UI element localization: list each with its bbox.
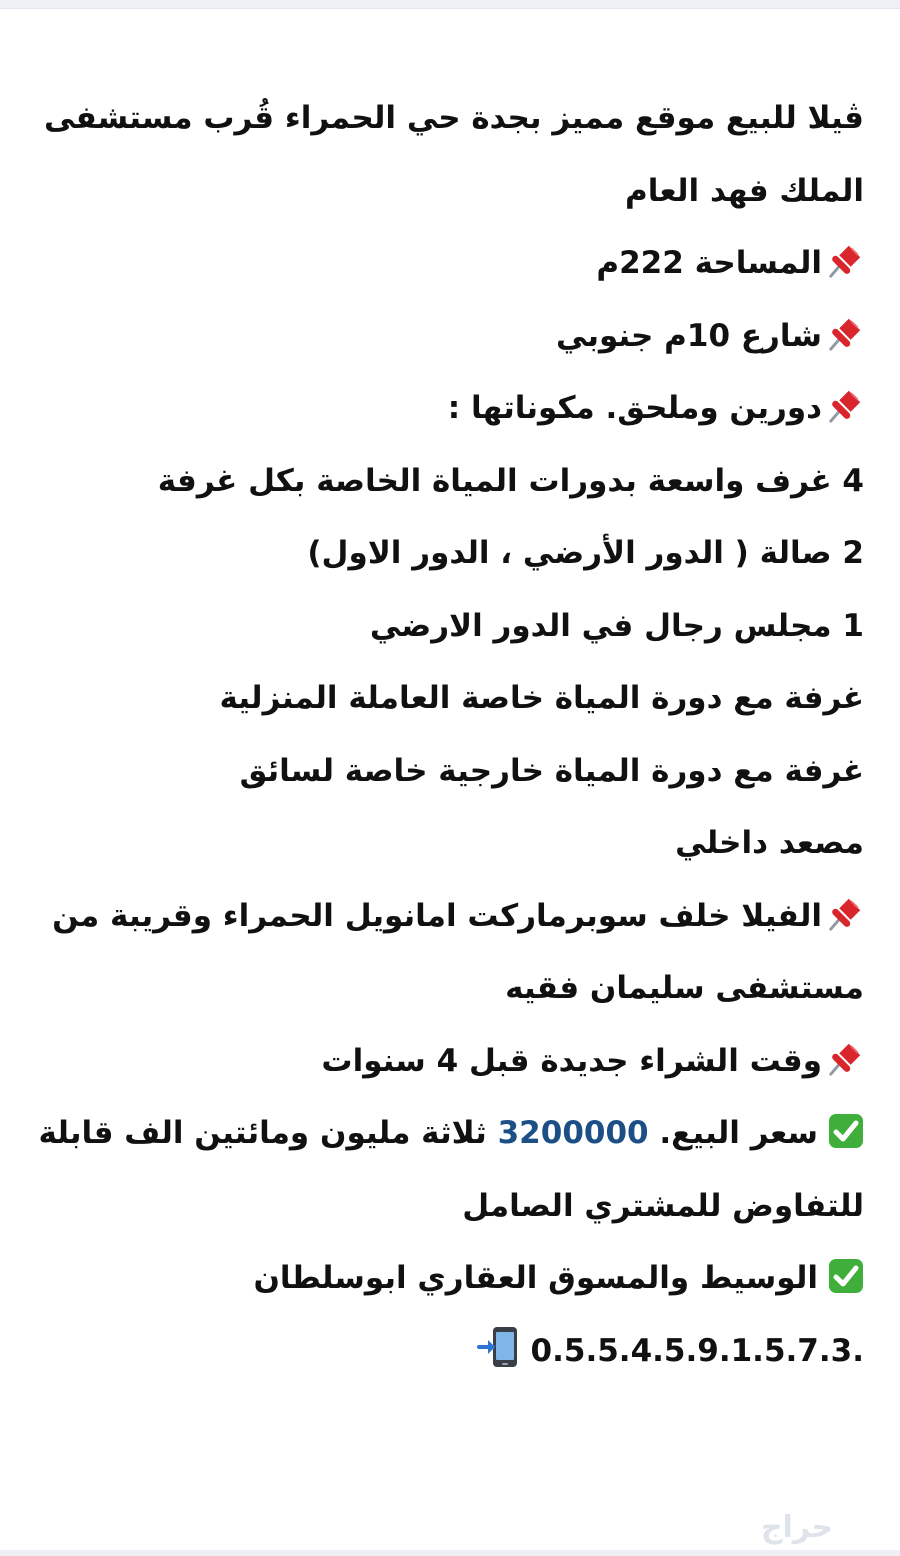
mobile-phone-arrow-icon [477,1325,521,1369]
street-text: شارع 10م جنوبي [555,317,822,354]
title-line-1: ڤيلا للبيع موقع مميز بجدة حي الحمراء قُرب مستشفى [43,100,864,136]
price-words: ثلاثة مليون ومائتين الف قابلة [38,1115,487,1151]
bottom-divider [0,1550,900,1556]
rooms-line: 4 غرف واسعة بدورات المياة الخاصة بكل غرفة [157,462,864,499]
check-mark-button-icon [828,1258,864,1294]
location-line-1 [36,880,864,953]
pushpin-icon [826,894,864,934]
title-line-2: الملك فهد العام [625,172,864,209]
pushpin-icon [826,241,864,281]
location-line-2: مستشفى سليمان فقيه [505,970,864,1006]
area-text: المساحة 222م [596,245,822,281]
pushpin-icon [826,1039,864,1079]
price-value[interactable]: 3200000 [497,1115,649,1151]
floors-line [36,372,864,445]
area-line [36,227,864,300]
post-body [36,82,864,1387]
price-line-1 [36,1097,864,1170]
driver-room-line: غرفة مع دورة المياة خارجية خاصة لسائق [239,752,864,789]
phone-line [36,1315,864,1388]
pushpin-icon [826,386,864,426]
purchase-time-text: وقت الشراء جديدة قبل 4 سنوات [321,1042,822,1079]
maid-room-line: غرفة مع دورة المياة خاصة العاملة المنزلية [219,680,864,716]
broker-text: الوسيط والمسوق العقاري ابوسلطان [253,1260,818,1296]
purchase-time-line [36,1025,864,1098]
elevator-line: مصعد داخلي [675,825,864,861]
price-line-2: للتفاوض للمشتري الصامل [462,1187,864,1224]
phone-number[interactable]: 0.5.5.4.5.9.1.5.7.3. [530,1332,864,1369]
street-line [36,300,864,373]
location-text-1: الفيلا خلف سوبرماركت امانويل الحمراء وقريبة من [52,897,822,934]
check-mark-button-icon [828,1113,864,1149]
haraj-watermark: حراج [760,1510,834,1545]
halls-line: 2 صالة ( الدور الأرضي ، الدور الاول) [307,535,864,571]
pushpin-icon [826,314,864,354]
majlis-line: 1 مجلس رجال في الدور الارضي [369,607,864,644]
broker-line [36,1242,864,1315]
floors-text: دورين وملحق. مكوناتها : [447,390,822,426]
top-divider [0,0,900,9]
price-label: سعر البيع. [659,1115,818,1151]
